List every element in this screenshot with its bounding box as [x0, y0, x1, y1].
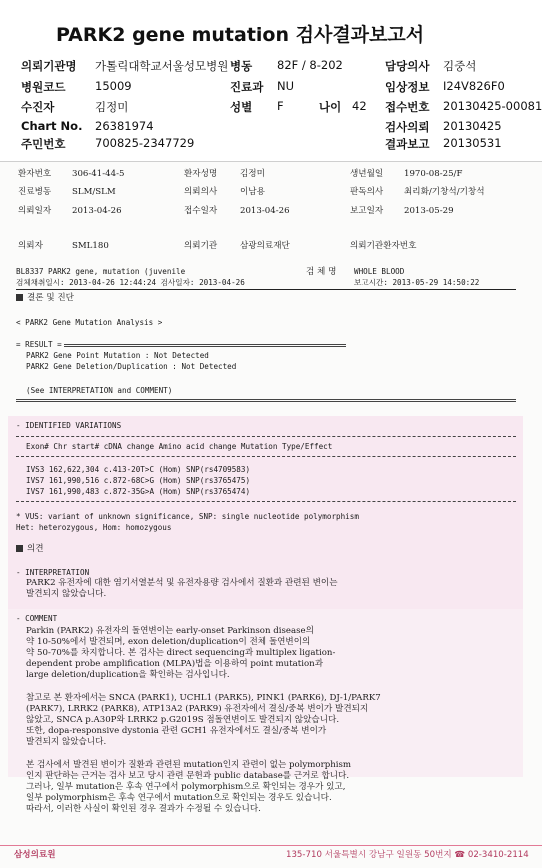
- footnote-het: Het: heterozygous, Hom: homozygous: [16, 523, 172, 532]
- label-receipt-date: 접수일자: [184, 206, 218, 216]
- analysis-title: < PARK2 Gene Mutation Analysis >: [16, 318, 163, 327]
- comment-line: 약 50-70%를 차지합니다. 본 검사는 direct sequencing과 multiplex ligation-: [26, 648, 336, 658]
- report-header: [0, 0, 542, 162]
- note-line: 본 검사에서 발견된 변이가 질환과 관련된 mutation인지 관련이 없는 polymorphism: [26, 760, 352, 770]
- report-time: 보고시간: 2013-05-29 14:50:22: [354, 278, 480, 287]
- value-resident-no: 700825-2347729: [95, 136, 195, 150]
- interpretation-line: PARK2 유전자에 대한 염기서열분석 및 유전자용량 검사에서 질환과 관련된 변이는: [26, 578, 338, 588]
- label-reading-doctor: 판독의사: [350, 187, 384, 197]
- label-ward: 병동: [230, 59, 253, 73]
- label-report-date-scan: 보고일자: [350, 206, 384, 216]
- dashed-divider: [16, 436, 516, 437]
- comment-title: - COMMENT: [16, 614, 58, 623]
- result-label: = RESULT =: [16, 340, 62, 349]
- label-chart-no: Chart No.: [21, 119, 83, 133]
- label-clinical-info: 임상정보: [385, 80, 430, 94]
- label-department: 진료과: [230, 80, 264, 94]
- value-sex: F: [277, 99, 284, 113]
- value-reading-doctor: 최리화/기창석/기창석: [404, 187, 485, 197]
- label-ward-scan: 진료병동: [18, 187, 52, 197]
- footer-hospital: 삼성의료원: [14, 850, 56, 860]
- note-line: 인지 판단하는 근거는 검사 보고 당시 관련 문헌과 public database를 근거로 합니다.: [26, 771, 350, 781]
- label-specimen: 검 체 명: [306, 267, 337, 277]
- note-line: 따라서, 이러한 사실이 확인된 경우 결과가 수정될 수 있습니다.: [26, 804, 261, 814]
- comment-line: 약 10-50%에서 발견되며, exon deletion/duplication이 전체 돌연변이의: [26, 637, 311, 647]
- value-institution: 삼광의료재단: [240, 241, 290, 251]
- label-requester: 의뢰기관명: [21, 59, 77, 73]
- value-report-date-scan: 2013-05-29: [404, 206, 454, 216]
- label-patient: 수진자: [21, 100, 55, 114]
- value-patient-name: 김정미: [240, 169, 265, 179]
- value-patient-no: 306-41-44-5: [72, 169, 125, 179]
- scanned-report: [0, 162, 542, 868]
- label-request-date: 검사의뢰: [385, 120, 430, 134]
- value-birth: 1970-08-25/F: [404, 169, 463, 179]
- label-doctor: 담당의사: [385, 59, 430, 73]
- table-row: IVS7 161,990,516 c.872-68C>G (Hom) SNP(rs3765475): [26, 476, 251, 485]
- label-institution: 의뢰기관: [184, 241, 218, 251]
- label-request-date-scan: 의뢰일자: [18, 206, 52, 216]
- value-requester: 가톨릭대학교서울성모병원: [95, 59, 229, 73]
- double-divider: [64, 344, 346, 347]
- comment-line: dependent probe amplification (MLPA)법을 이용하여 point mutation과: [26, 659, 323, 669]
- interpretation-line: 발견되지 않았습니다.: [26, 589, 107, 599]
- label-birth: 생년월일: [350, 169, 384, 179]
- label-requester-scan: 의뢰자: [18, 241, 43, 251]
- label-hospital-code: 병원코드: [21, 80, 66, 94]
- square-bullet-icon: [16, 294, 23, 301]
- dashed-divider: [16, 456, 516, 457]
- square-bullet-icon: [16, 545, 23, 552]
- section-conclusion-title: 결론 및 진단: [27, 293, 74, 303]
- value-department: NU: [277, 79, 295, 93]
- footer-address: 135-710 서울특별시 강남구 일원동 50번지 ☎ 02-3410-2114: [286, 850, 529, 860]
- reference-line: 발견되지 않았습니다.: [26, 737, 107, 747]
- test-name: BL8337 PARK2 gene, mutation (juvenile: [16, 267, 186, 276]
- collection-line: 검체채취일시: 2013-04-26 12:44:24 검사일자: 2013-04-26: [16, 278, 245, 287]
- dashed-divider: [16, 501, 516, 502]
- note-line: 일부 polymorphism은 후속 연구에서 mutation으로 확인되는 경우도 있습니다.: [26, 793, 332, 803]
- value-request-date: 20130425: [443, 119, 502, 133]
- page-title: PARK2 gene mutation 검사결과보고서: [56, 24, 425, 46]
- table-row: IVS3 162,622,304 c.413-20T>C (Hom) SNP(rs4709583): [26, 465, 251, 474]
- label-age: 나이: [319, 100, 342, 114]
- result-deletion: PARK2 Gene Deletion/Duplication : Not Detected: [26, 362, 237, 371]
- label-ordering-doctor: 의뢰의사: [184, 187, 218, 197]
- value-patient: 김정미: [95, 100, 129, 114]
- value-ward: 82F / 8-202: [277, 58, 343, 72]
- value-ward-scan: SLM/SLM: [72, 187, 116, 197]
- variations-title: - IDENTIFIED VARIATIONS: [16, 421, 122, 430]
- value-receipt-date: 2013-04-26: [240, 206, 290, 216]
- reference-line: 않았고, SNCA p.A30P와 LRRK2 p.G2019S 점돌연변이도 발견되지 않았습니다.: [26, 715, 340, 725]
- footnote-vus: * VUS: variant of unknown significance, SNP: single nucleotide polymorphism: [16, 512, 359, 521]
- value-clinical-info: I24V826F0: [443, 79, 505, 93]
- comment-line: large deletion/duplication을 확인하는 검사입니다.: [26, 670, 230, 680]
- table-row: IVS7 161,990,483 c.872-35G>A (Hom) SNP(rs3765474): [26, 487, 251, 496]
- reference-line: 또한, dopa-responsive dystonia 관련 GCH1 유전자에서도 결실/중복 변이가: [26, 726, 327, 736]
- value-report-date: 20130531: [443, 136, 502, 150]
- label-institution-patient-no: 의뢰기관환자번호: [350, 241, 417, 251]
- comment-line: Parkin (PARK2) 유전자의 돌연변이는 early-onset Parkinson disease의: [26, 626, 314, 636]
- footer-divider: [0, 845, 542, 846]
- label-patient-no: 환자번호: [18, 169, 52, 179]
- value-specimen: WHOLE BLOOD: [354, 267, 405, 276]
- section-opinion-title: 의견: [27, 544, 44, 554]
- value-receipt-no: 20130425-00081: [443, 99, 542, 113]
- note-line: 그러나, 일부 mutation은 후속 연구에서 polymorphism으로 확인되는 경우가 있고,: [26, 782, 346, 792]
- label-report-date: 결과보고: [385, 137, 430, 151]
- reference-line: (PARK7), LRRK2 (PARK8), ATP13A2 (PARK9) 유전자에서 결실/중복 변이가 발견되지: [26, 704, 369, 714]
- label-patient-name: 환자성명: [184, 169, 218, 179]
- label-receipt-no: 접수번호: [385, 100, 430, 114]
- value-request-date-scan: 2013-04-26: [72, 206, 122, 216]
- double-divider-wide: [16, 399, 516, 402]
- value-doctor: 김중석: [443, 59, 477, 73]
- value-ordering-doctor: 이남용: [240, 187, 265, 197]
- result-point-mutation: PARK2 Gene Point Mutation : Not Detected: [26, 351, 209, 360]
- variation-table-header: Exon# Chr start# cDNA change Amino acid change Mutation Type/Effect: [26, 442, 333, 451]
- label-sex: 성별: [230, 100, 253, 114]
- section-conclusion: [16, 293, 74, 303]
- reference-line: 참고로 본 환자에서는 SNCA (PARK1), UCHL1 (PARK5), PINK1 (PARK6), DJ-1/PARK7: [26, 693, 381, 703]
- value-requester-scan: SML180: [72, 241, 109, 251]
- value-hospital-code: 15009: [95, 79, 132, 93]
- value-age: 42: [352, 99, 367, 113]
- interpretation-title: - INTERPRETATION: [16, 568, 90, 577]
- see-note: (See INTERPRETATION and COMMENT): [26, 386, 173, 395]
- divider: [16, 289, 516, 290]
- section-opinion: [16, 544, 44, 554]
- label-resident-no: 주민번호: [21, 137, 66, 151]
- value-chart-no: 26381974: [95, 119, 154, 133]
